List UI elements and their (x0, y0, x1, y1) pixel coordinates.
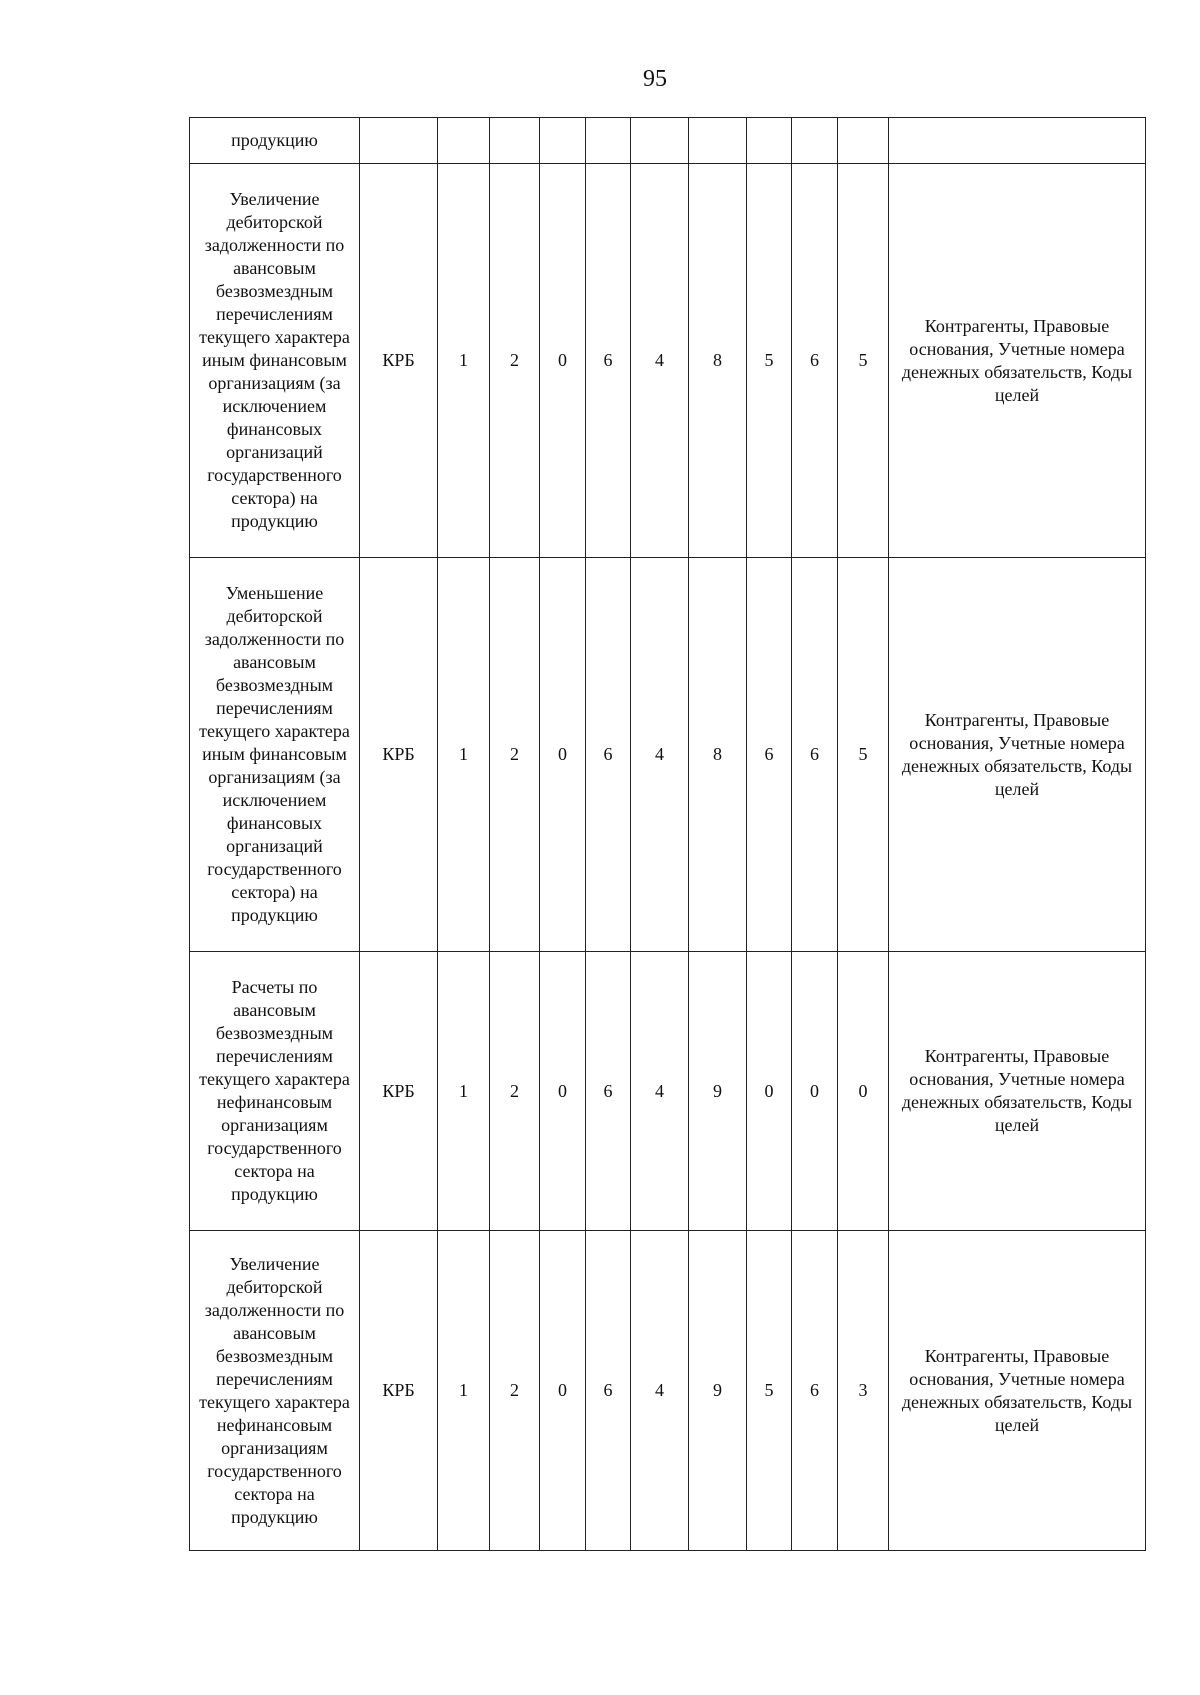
digit-cell: 0 (540, 164, 586, 558)
code-type-cell (360, 118, 438, 164)
code-type-cell: КРБ (360, 952, 438, 1231)
digit-cell: 6 (586, 164, 631, 558)
digit-cell (838, 118, 889, 164)
digit-cell (540, 118, 586, 164)
digit-cell: 8 (689, 164, 747, 558)
code-type-cell: КРБ (360, 558, 438, 952)
digit-cell: 6 (792, 558, 838, 952)
digit-cell (631, 118, 689, 164)
digit-cell: 2 (490, 164, 540, 558)
digit-cell (438, 118, 490, 164)
table-row (190, 952, 1146, 1231)
table-row (190, 1231, 1146, 1551)
digit-cell: 3 (838, 1231, 889, 1551)
digit-cell: 5 (747, 1231, 792, 1551)
row-description: Уменьшение дебиторской задолженности по авансовым безвозмездным перечислениям текущего характера иным финансовым организациям (за исключением финансовых организаций государственного сектора) на продукцию (190, 558, 360, 952)
code-type-cell: КРБ (360, 164, 438, 558)
digit-cell: 1 (438, 952, 490, 1231)
digit-cell: 0 (540, 952, 586, 1231)
digit-cell: 6 (792, 1231, 838, 1551)
table-row (190, 118, 1146, 164)
table-row (190, 164, 1146, 558)
digit-cell: 6 (586, 558, 631, 952)
digit-cell: 1 (438, 164, 490, 558)
digit-cell: 5 (747, 164, 792, 558)
notes-cell: Контрагенты, Правовые основания, Учетные номера денежных обязательств, Коды целей (889, 164, 1146, 558)
digit-cell: 6 (747, 558, 792, 952)
digit-cell: 9 (689, 952, 747, 1231)
notes-cell (889, 118, 1146, 164)
digit-cell: 2 (490, 952, 540, 1231)
notes-cell: Контрагенты, Правовые основания, Учетные номера денежных обязательств, Коды целей (889, 558, 1146, 952)
digit-cell: 0 (838, 952, 889, 1231)
digit-cell: 0 (792, 952, 838, 1231)
table-row (190, 558, 1146, 952)
digit-cell: 0 (540, 1231, 586, 1551)
digit-cell (747, 118, 792, 164)
digit-cell: 4 (631, 1231, 689, 1551)
digit-cell: 4 (631, 952, 689, 1231)
digit-cell (490, 118, 540, 164)
digit-cell: 5 (838, 558, 889, 952)
digit-cell (689, 118, 747, 164)
digit-cell (586, 118, 631, 164)
row-description: продукцию (190, 118, 360, 164)
digit-cell: 4 (631, 558, 689, 952)
code-type-cell: КРБ (360, 1231, 438, 1551)
row-description: Увеличение дебиторской задолженности по авансовым безвозмездным перечислениям текущего характера нефинансовым организациям государственного сектора на продукцию (190, 1231, 360, 1551)
digit-cell: 6 (792, 164, 838, 558)
row-description: Увеличение дебиторской задолженности по авансовым безвозмездным перечислениям текущего характера иным финансовым организациям (за исключением финансовых организаций государственного сектора) на продукцию (190, 164, 360, 558)
page-number: 95 (643, 66, 667, 92)
digit-cell (792, 118, 838, 164)
notes-cell: Контрагенты, Правовые основания, Учетные номера денежных обязательств, Коды целей (889, 1231, 1146, 1551)
digit-cell: 4 (631, 164, 689, 558)
digit-cell: 2 (490, 558, 540, 952)
digit-cell: 0 (747, 952, 792, 1231)
digit-cell: 1 (438, 558, 490, 952)
digit-cell: 0 (540, 558, 586, 952)
digit-cell: 8 (689, 558, 747, 952)
digit-cell: 2 (490, 1231, 540, 1551)
digit-cell: 6 (586, 952, 631, 1231)
row-description: Расчеты по авансовым безвозмездным перечислениям текущего характера нефинансовым организациям государственного сектора на продукцию (190, 952, 360, 1231)
digit-cell: 9 (689, 1231, 747, 1551)
digit-cell: 6 (586, 1231, 631, 1551)
digit-cell: 1 (438, 1231, 490, 1551)
digit-cell: 5 (838, 164, 889, 558)
notes-cell: Контрагенты, Правовые основания, Учетные номера денежных обязательств, Коды целей (889, 952, 1146, 1231)
account-codes-table (189, 117, 1146, 1551)
